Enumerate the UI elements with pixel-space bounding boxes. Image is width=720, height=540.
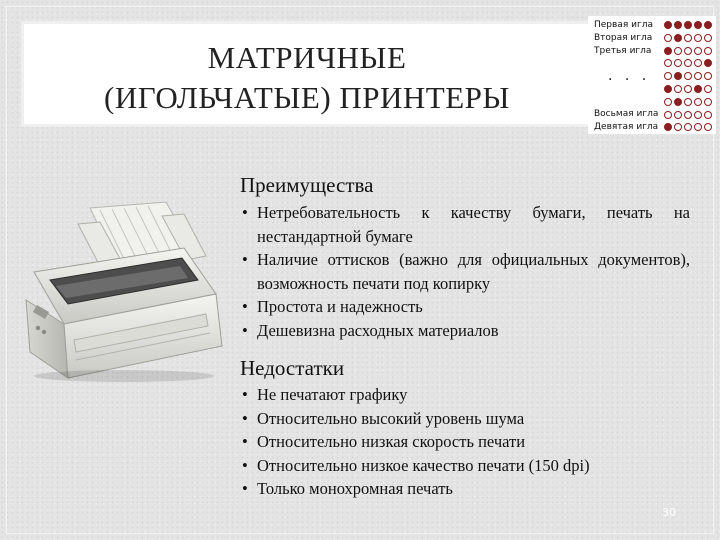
needle-dot-empty xyxy=(664,72,672,80)
needle-dot-filled xyxy=(684,21,692,29)
list-item: • Нетребовательность к качеству бумаги, печать на нестандартной бумаге xyxy=(242,201,690,248)
needle-dot-empty xyxy=(694,111,702,119)
needle-dot-empty xyxy=(704,111,712,119)
needle-dot-grid xyxy=(664,21,714,136)
needle-dot-empty xyxy=(684,123,692,131)
needle-dot-empty xyxy=(674,59,682,67)
title-line-1: МАТРИЧНЫЕ xyxy=(207,40,407,75)
needle-dot-empty xyxy=(684,47,692,55)
needle-dot-empty xyxy=(664,59,672,67)
advantages-list xyxy=(242,201,690,342)
needle-dot-empty xyxy=(694,98,702,106)
needle-dot-empty xyxy=(664,98,672,106)
needle-dot-filled xyxy=(664,123,672,131)
needle-dot-row xyxy=(664,123,714,134)
needle-dot-empty xyxy=(674,123,682,131)
needle-dot-filled xyxy=(674,21,682,29)
needle-dot-empty xyxy=(674,47,682,55)
needle-dot-empty xyxy=(704,72,712,80)
needle-dot-row xyxy=(664,111,714,122)
needle-dot-empty xyxy=(704,85,712,93)
needle-dot-empty xyxy=(694,59,702,67)
needle-diagram xyxy=(588,16,716,134)
needle-dot-empty xyxy=(684,34,692,42)
list-item: • Относительно высокий уровень шума xyxy=(242,407,690,431)
label-first-needle: Первая игла xyxy=(594,20,653,30)
list-item: • Не печатают графику xyxy=(242,383,690,407)
needle-dot-empty xyxy=(694,72,702,80)
needle-dot-filled xyxy=(674,72,682,80)
needle-dot-empty xyxy=(684,111,692,119)
needle-dot-filled xyxy=(674,34,682,42)
needle-dot-filled xyxy=(694,85,702,93)
needle-ellipsis: . . . xyxy=(608,68,651,84)
slide-title xyxy=(24,38,590,118)
list-item: • Относительно низкая скорость печати xyxy=(242,430,690,454)
needle-dot-empty xyxy=(704,34,712,42)
needle-dot-filled xyxy=(674,98,682,106)
needle-dot-empty xyxy=(684,85,692,93)
title-line-2: (ИГОЛЬЧАТЫЕ) ПРИНТЕРЫ xyxy=(104,80,510,115)
needle-dot-filled xyxy=(664,85,672,93)
needle-dot-filled xyxy=(664,21,672,29)
needle-dot-empty xyxy=(704,98,712,106)
needle-dot-empty xyxy=(694,123,702,131)
disadvantages-heading: Недостатки xyxy=(240,356,345,380)
needle-dot-row xyxy=(664,98,714,109)
label-second-needle: Вторая игла xyxy=(594,33,653,43)
advantages-heading: Преимущества xyxy=(240,173,374,197)
needle-dot-filled xyxy=(704,21,712,29)
needle-dot-row xyxy=(664,21,714,32)
dot-matrix-printer-image xyxy=(16,200,230,386)
needle-dot-empty xyxy=(684,98,692,106)
needle-dot-filled xyxy=(664,47,672,55)
list-item: • Простота и надежность xyxy=(242,295,690,319)
list-item: • Относительно низкое качество печати (150 dpi) xyxy=(242,454,690,478)
list-item: • Только монохромная печать xyxy=(242,477,690,501)
needle-dot-row xyxy=(664,59,714,70)
needle-dot-row xyxy=(664,72,714,83)
page-number: 30 xyxy=(662,506,676,519)
list-item: • Дешевизна расходных материалов xyxy=(242,319,690,343)
needle-dot-row xyxy=(664,34,714,45)
label-eighth-needle: Восьмая игла xyxy=(594,109,659,119)
label-third-needle: Третья игла xyxy=(594,46,652,56)
needle-dot-empty xyxy=(674,85,682,93)
needle-dot-empty xyxy=(704,47,712,55)
list-item: • Наличие оттисков (важно для официальных документов), возможность печати под копирку xyxy=(242,248,690,295)
disadvantages-list xyxy=(242,383,690,501)
needle-dot-empty xyxy=(674,111,682,119)
needle-dot-filled xyxy=(694,21,702,29)
needle-dot-empty xyxy=(664,111,672,119)
label-ninth-needle: Девятая игла xyxy=(594,122,659,132)
needle-dot-empty xyxy=(684,59,692,67)
needle-dot-row xyxy=(664,85,714,96)
needle-dot-empty xyxy=(684,72,692,80)
needle-dot-empty xyxy=(694,34,702,42)
needle-dot-empty xyxy=(664,34,672,42)
needle-dot-empty xyxy=(704,123,712,131)
needle-dot-row xyxy=(664,47,714,58)
title-box xyxy=(24,24,590,124)
needle-dot-filled xyxy=(704,59,712,67)
needle-dot-empty xyxy=(694,47,702,55)
